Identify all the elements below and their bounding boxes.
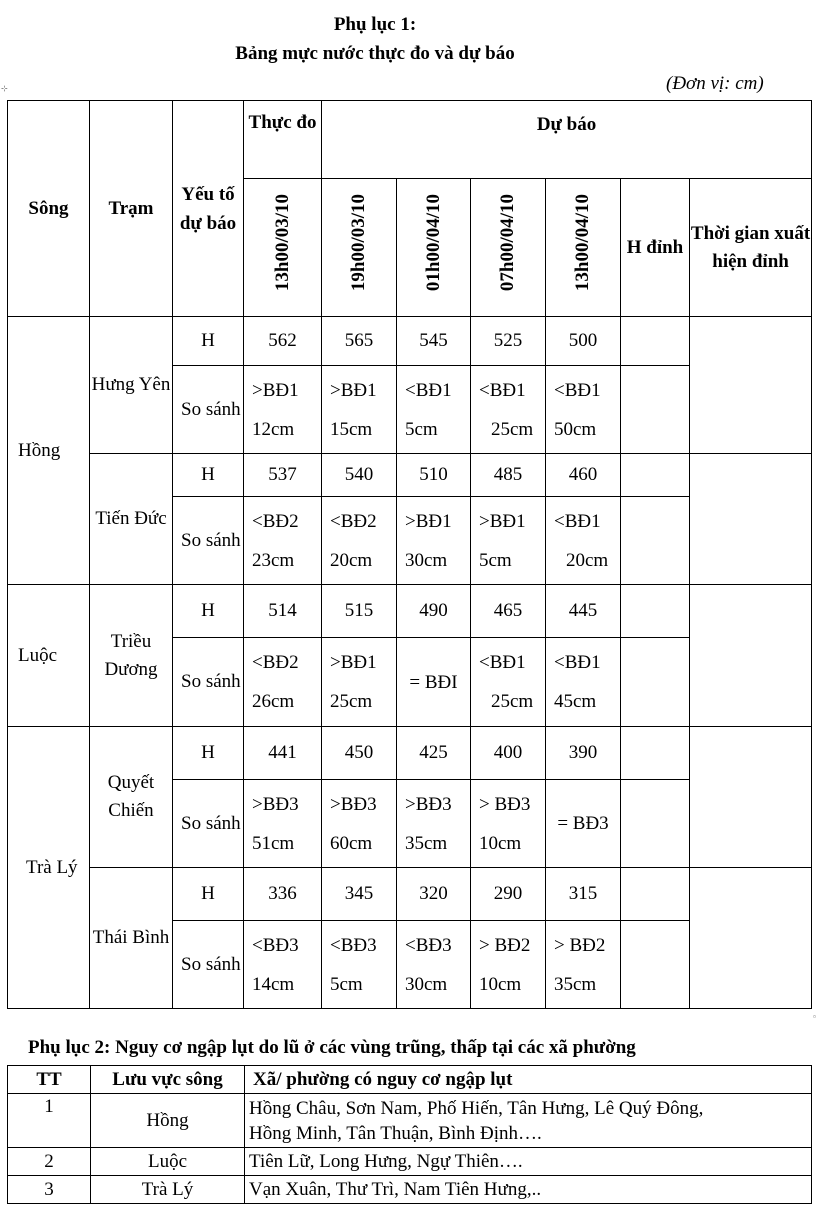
peak-cell: [621, 585, 690, 638]
row-wards: Vạn Xuân, Thư Trì, Nam Tiên Hưng,..: [245, 1176, 812, 1204]
row-tt: 3: [8, 1176, 91, 1204]
h-value: 490: [397, 585, 471, 638]
peak-time-cell: [690, 585, 812, 727]
river-hong: Hồng: [8, 317, 90, 585]
peak-cell: [621, 366, 690, 454]
label-compare: So sánh: [173, 638, 244, 727]
peak-cell: [621, 780, 690, 868]
h-value: 290: [471, 868, 546, 921]
station-trieu-duong: Triều Dương: [90, 585, 173, 727]
compare-value: >BĐ1 12cm: [244, 366, 322, 454]
header-time-5: 13h00/04/10: [546, 179, 621, 317]
header-station: Trạm: [90, 101, 173, 317]
label-h: H: [173, 868, 244, 921]
flood-risk-table: [7, 1065, 812, 1204]
h-value: 540: [322, 454, 397, 497]
row-basin: Hồng: [91, 1094, 245, 1148]
header-wards: Xã/ phường có nguy cơ ngập lụt: [245, 1066, 812, 1094]
peak-time-cell: [690, 454, 812, 585]
peak-time-cell: [690, 727, 812, 868]
compare-value: > BĐ3 10cm: [471, 780, 546, 868]
row-tt: 1: [8, 1094, 91, 1148]
h-value: 465: [471, 585, 546, 638]
row-basin: Luộc: [91, 1148, 245, 1176]
peak-cell: [621, 454, 690, 497]
header-factor: Yếu tố dự báo: [173, 101, 244, 317]
row-basin: Trà Lý: [91, 1176, 245, 1204]
h-value: 315: [546, 868, 621, 921]
h-value: 345: [322, 868, 397, 921]
h-value: 460: [546, 454, 621, 497]
header-time-3: 01h00/04/10: [397, 179, 471, 317]
appendix1-subtitle: Bảng mực nước thực đo và dự báo: [235, 43, 515, 64]
compare-value: <BĐ2 20cm: [322, 497, 397, 585]
h-value: 545: [397, 317, 471, 366]
compare-value: <BĐ1 25cm: [471, 366, 546, 454]
compare-value: = BĐI: [397, 638, 471, 727]
station-tien-duc: Tiến Đức: [90, 454, 173, 585]
station-quyet-chien: Quyết Chiến: [90, 727, 173, 868]
compare-value: >BĐ3 60cm: [322, 780, 397, 868]
peak-cell: [621, 868, 690, 921]
compare-value: >BĐ3 35cm: [397, 780, 471, 868]
h-value: 336: [244, 868, 322, 921]
peak-time-cell: [690, 317, 812, 454]
compare-value: <BĐ1 25cm: [471, 638, 546, 727]
header-peak: H đỉnh: [621, 179, 690, 317]
h-value: 445: [546, 585, 621, 638]
compare-value: <BĐ3 5cm: [322, 921, 397, 1009]
appendix2-title: Phụ lục 2: Nguy cơ ngập lụt do lũ ở các vùng trũng, thấp tại các xã phường: [28, 1037, 636, 1058]
label-h: H: [173, 317, 244, 366]
header-forecast: Dự báo: [322, 101, 812, 179]
label-compare: So sánh: [173, 780, 244, 868]
header-peak-time: Thời gian xuất hiện đỉnh: [690, 179, 812, 317]
compare-value: <BĐ1 5cm: [397, 366, 471, 454]
row-wards: Tiên Lữ, Long Hưng, Ngự Thiên….: [245, 1148, 812, 1176]
h-value: 515: [322, 585, 397, 638]
h-value: 565: [322, 317, 397, 366]
river-luoc: Luộc: [8, 585, 90, 727]
compare-value: = BĐ3: [546, 780, 621, 868]
h-value: 425: [397, 727, 471, 780]
header-measured: Thực đo: [244, 101, 322, 179]
peak-cell: [621, 921, 690, 1009]
peak-cell: [621, 317, 690, 366]
compare-value: >BĐ1 25cm: [322, 638, 397, 727]
label-h: H: [173, 585, 244, 638]
header-time-4: 07h00/04/10: [471, 179, 546, 317]
compare-value: >BĐ1 30cm: [397, 497, 471, 585]
header-time-1: 13h00/03/10: [244, 179, 322, 317]
header-tt: TT: [8, 1066, 91, 1094]
station-thai-binh: Thái Bình: [90, 868, 173, 1009]
appendix1-title: Phụ lục 1:: [333, 14, 417, 35]
peak-cell: [621, 497, 690, 585]
compare-value: <BĐ3 14cm: [244, 921, 322, 1009]
h-value: 400: [471, 727, 546, 780]
label-compare: So sánh: [173, 921, 244, 1009]
compare-value: > BĐ2 10cm: [471, 921, 546, 1009]
h-value: 485: [471, 454, 546, 497]
header-time-2: 19h00/03/10: [322, 179, 397, 317]
h-value: 525: [471, 317, 546, 366]
h-value: 450: [322, 727, 397, 780]
header-basin: Lưu vực sông: [91, 1066, 245, 1094]
table-resize-icon: ▫: [813, 1012, 816, 1021]
h-value: 441: [244, 727, 322, 780]
unit-label: (Đơn vị: cm): [666, 73, 764, 94]
h-value: 514: [244, 585, 322, 638]
row-tt: 2: [8, 1148, 91, 1176]
compare-value: <BĐ2 26cm: [244, 638, 322, 727]
compare-value: <BĐ2 23cm: [244, 497, 322, 585]
compare-value: >BĐ3 51cm: [244, 780, 322, 868]
compare-value: <BĐ3 30cm: [397, 921, 471, 1009]
compare-value: >BĐ1 5cm: [471, 497, 546, 585]
compare-value: <BĐ1 45cm: [546, 638, 621, 727]
compare-value: > BĐ2 35cm: [546, 921, 621, 1009]
compare-value: <BĐ1 20cm: [546, 497, 621, 585]
h-value: 537: [244, 454, 322, 497]
peak-time-cell: [690, 868, 812, 1009]
row-wards: Hồng Châu, Sơn Nam, Phố Hiến, Tân Hưng, Lê Quý Đông, Hồng Minh, Tân Thuận, Bình Định….: [245, 1094, 812, 1148]
h-value: 510: [397, 454, 471, 497]
label-h: H: [173, 454, 244, 497]
label-h: H: [173, 727, 244, 780]
compare-value: <BĐ1 50cm: [546, 366, 621, 454]
header-river: Sông: [8, 101, 90, 317]
water-level-table: [7, 100, 812, 1009]
h-value: 562: [244, 317, 322, 366]
label-compare: So sánh: [173, 497, 244, 585]
h-value: 500: [546, 317, 621, 366]
river-tra-ly: Trà Lý: [8, 727, 90, 1009]
compare-value: >BĐ1 15cm: [322, 366, 397, 454]
h-value: 320: [397, 868, 471, 921]
label-compare: So sánh: [173, 366, 244, 454]
peak-cell: [621, 727, 690, 780]
table-anchor-icon: ⊹: [1, 84, 8, 93]
h-value: 390: [546, 727, 621, 780]
station-hung-yen: Hưng Yên: [90, 317, 173, 454]
peak-cell: [621, 638, 690, 727]
